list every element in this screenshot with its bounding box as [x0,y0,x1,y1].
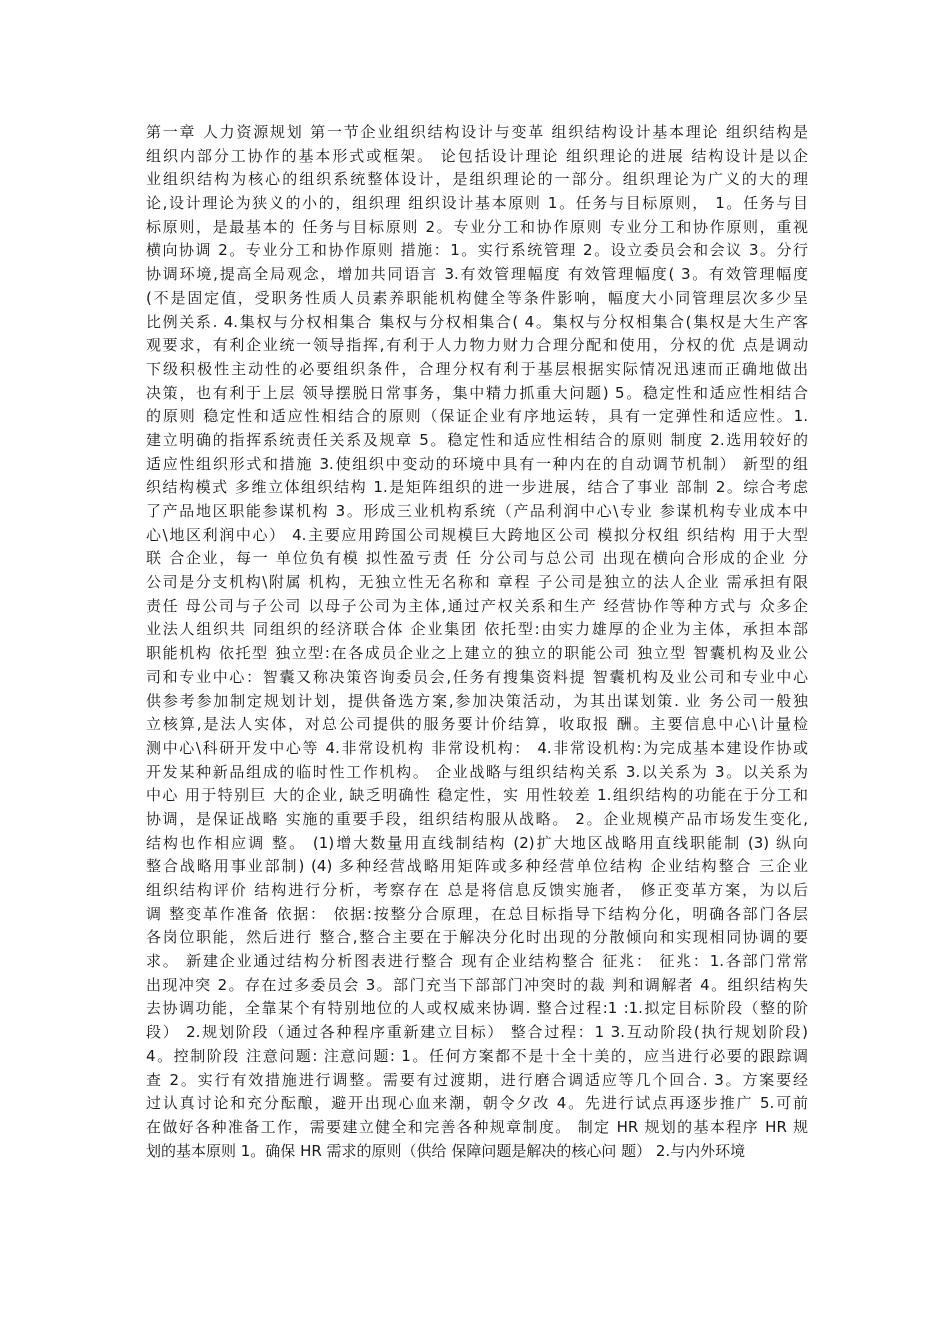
body-text-line: 查 2。实行有效措施进行调整。需要有过渡期，进行磨合调适应等几个回合. 3。方案要经 [146,1070,808,1089]
body-text-line: 各岗位职能，然后进行 整合,整合主要在于解决分化时出现的分散倾向和实现相同协调的要 [146,928,808,947]
body-text-line: 职能机构 依托型 独立型:在各成员企业之上建立的独立的职能公司 独立型 智囊机构及业公 [146,644,808,663]
body-text-line: 论,设计理论为狭义的小的，组织理 组织设计基本原则 1。任务与目标原则， 1。任务与目 [146,194,808,213]
body-text-line: 观要求，有利企业统一领导指挥,有利于人力物力财力合理分配和使用，分权的优 点是调动 [146,336,808,355]
body-text-line: 开发某种新品组成的临时性工作机构。 企业战略与组织结构关系 3.以关系为 3。以关系为 [146,762,808,781]
body-text-line: 建立明确的指挥系统责任关系及规章 5。稳定性和适应性相结合的原则 制度 2.选用较好的 [146,430,808,449]
body-text-line: 的原则 稳定性和适应性相结合的原则（保证企业有序地运转，具有一定弹性和适应性。1. [146,407,808,426]
body-text-line: 标原则，是最基本的 任务与目标原则 2。专业分工和协作原则 专业分工和协作原则，重视 [146,217,808,236]
body-text-line: 联 合企业，每一 单位负有模 拟性盈亏责 任 分公司与总公司 出现在横向合形成的企业 分 [146,549,808,568]
body-text-line: (不是固定值，受职务性质人员素养职能机构健全等条件影响，幅度大小同管理层次多少呈 [146,288,808,307]
body-text-line: 组织内部分工协作的基本形式或框架。 论包括设计理论 组织理论的进展 结构设计是以企 [146,146,808,165]
body-text-line: 比例关系. 4.集权与分权相集合 集权与分权相集合( 4。集权与分权相集合(集权是大生产客 [146,312,808,331]
body-text-line: 在做好各种准备工作，需要建立健全和完善各种规章制度。 制定 HR 规划的基本程序 HR 规 [146,1117,808,1136]
body-text-line: 求。 新建企业通过结构分析图表进行整合 现有企业结构整合 征兆： 征兆：1.各部门常常 [146,952,808,971]
body-text-line: 决策，也有利于上层 领导摆脱日常事务，集中精力抓重大问题) 5。稳定性和适应性相结合 [146,383,808,402]
body-text-line: 立核算,是法人实体，对总公司提供的服务要计价结算，收取报 酬。主要信息中心\计量检 [146,715,808,734]
body-text-line: 业法人组织共 同组织的经济联合体 企业集团 依托型:由实力雄厚的企业为主体，承担本部 [146,620,808,639]
body-text-line: 去协调功能，全靠某个有特别地位的人或权威来协调. 整合过程:1 :1.拟定目标阶段（整的阶 [146,999,808,1018]
body-text-line: 司和专业中心：智囊又称决策咨询委员会,任务有搜集资料提 智囊机构及业公司和专业中心 [146,667,808,686]
body-text-line: 协调，是保证战略 实施的重要手段，组织结构服从战略。 2。企业规模产品市场发生变化, [146,809,808,828]
body-text-line: 第一章 人力资源规划 第一节企业组织结构设计与变革 组织结构设计基本理论 组织结构是 [146,123,808,141]
body-text-line: 段） 2.规划阶段（通过各种程序重新建立目标） 整合过程：1 3.互动阶段(执行规划阶段) [146,1023,808,1042]
body-text-line: 中心 用于特别巨 大的企业, 缺乏明确性 稳定性，实 用性较差 1.组织结构的功能在于分工和 [146,786,808,805]
body-text-line: 调 整变革作准备 依据： 依据:按整分合原理，在总目标指导下结构分化，明确各部门各层 [146,904,808,923]
body-text-line: 出现冲突 2。存在过多委员会 3。部门充当下部部门冲突时的裁 判和调解者 4。组织结构失 [146,975,808,994]
body-text-line: 下级积极性主动性的必要组织条件，合理分权有利于基层根据实际情况迅速而正确地做出 [146,359,808,378]
body-text-line: 划的基本原则 1。确保 HR 需求的原则（供给 保障问题是解决的核心问 题） 2.与内外环境 [146,1141,746,1160]
body-text-line: 结构也作相应调 整。 (1)增大数量用直线制结构 (2)扩大地区战略用直线职能制 (3) 纵向 [146,833,808,852]
body-text-line: 织结构模式 多维立体组织结构 1.是矩阵组织的进一步进展，结合了事业 部制 2。综合考虑 [146,478,808,497]
body-text-line: 整合战略用事业部制) (4) 多种经营战略用矩阵或多种经营单位结构 企业结构整合 三企业 [146,857,808,876]
body-text-line: 4。控制阶段 注意问题: 注意问题: 1。任何方案都不是十全十美的，应当进行必要的跟踪调 [146,1046,808,1065]
body-text-line: 心\地区利润中心） 4.主要应用跨国公司规模巨大跨地区公司 模拟分权组 织结构 用于大型 [146,525,808,544]
body-text-line: 协调环境,提高全局观念，增加共同语言 3.有效管理幅度 有效管理幅度( 3。有效管理幅度 [146,265,808,284]
body-text-line: 过认真讨论和充分酝酿，避开出现心血来潮，朝令夕改 4。先进行试点再逐步推广 5.可前 [146,1094,808,1113]
body-text-line: 供参考参加制定规划计划，提供备选方案,参加决策活动，为其出谋划策. 业 务公司一般独 [146,691,808,710]
document-page [146,121,808,1163]
body-text-line: 公司是分支机构\附属 机构，无独立性无名称和 章程 子公司是独立的法人企业 需承担有限 [146,573,808,592]
body-text-line: 了产品地区职能参谋机构 3。形成三业机构系统（产品利润中心\专业 参谋机构专业成本中 [146,502,808,520]
body-text-line: 组织结构评价 结构进行分析，考察存在 总是将信息反馈实施者， 修正变革方案，为以后 [146,881,808,899]
body-text-line: 横向协调 2。专业分工和协作原则 措施：1。实行系统管理 2。设立委员会和会议 3。分行 [146,241,808,260]
body-text-line: 测中心\科研开发中心等 4.非常设机构 非常设机构： 4.非常设机构:为完成基本建设作协或 [146,738,808,757]
body-text-line: 适应性组织形式和措施 3.使组织中变动的环境中具有一种内在的自动调节机制） 新型的组 [146,454,808,473]
body-text-line: 业组织结构为核心的组织系统整体设计，是组织理论的一部分。组织理论为广义的大的理 [146,170,808,189]
body-text-line: 责任 母公司与子公司 以母子公司为主体,通过产权关系和生产 经营协作等种方式与 众多企 [146,596,808,615]
